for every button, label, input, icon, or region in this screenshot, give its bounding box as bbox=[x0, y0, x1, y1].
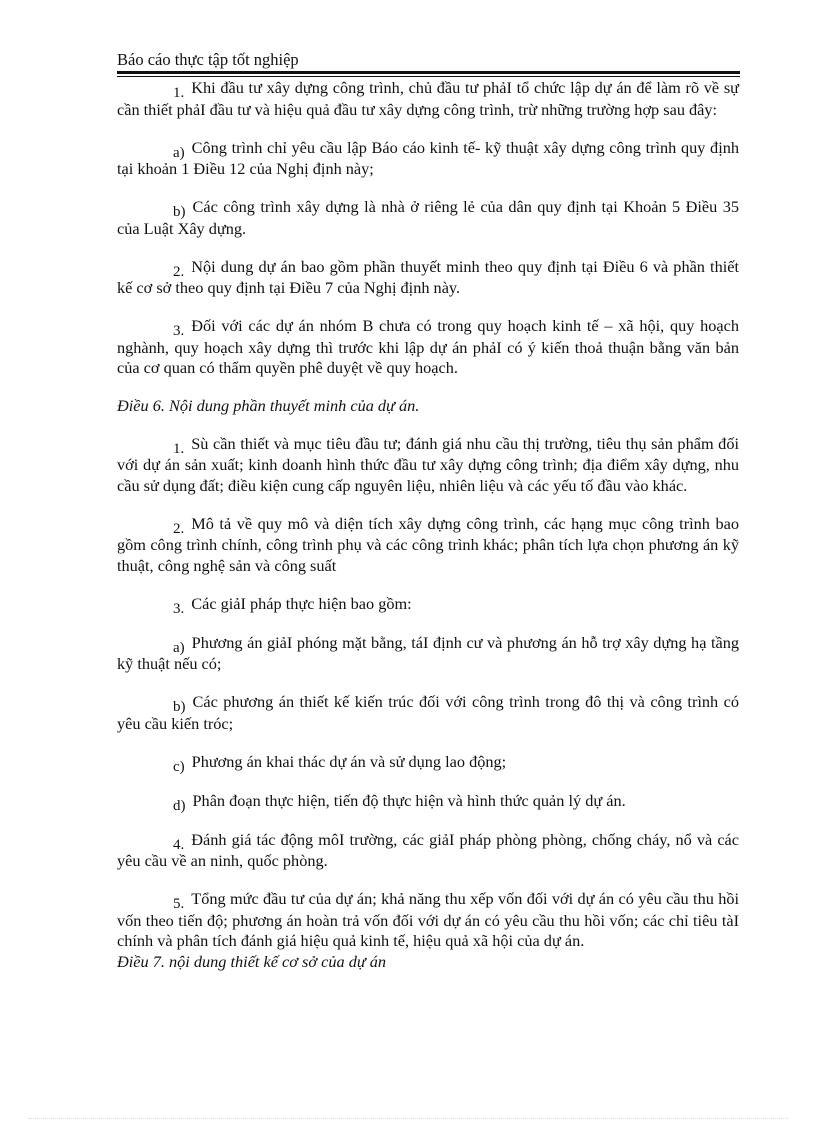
item-marker: c) bbox=[173, 758, 185, 775]
item-marker: 4. bbox=[173, 836, 185, 853]
item-marker: b) bbox=[173, 699, 186, 715]
section-heading-dieu-7: Điều 7. nội dung thiết kế cơ sở của dự án bbox=[117, 951, 387, 971]
list-item bbox=[117, 594, 739, 616]
item-text: Nội dung dự án bao gồm phần thuyết minh theo quy định tại Điều 6 và phần thiết kế cơ sở theo quy định tại Điều 7 của Nghị định này. bbox=[117, 256, 739, 297]
item-marker: a) bbox=[173, 639, 185, 656]
item-marker: 2. bbox=[173, 263, 185, 280]
item-text: Các phương án thiết kế kiến trúc đối với công trình trong đô thị và công trình có yêu cầu kiến tróc; bbox=[117, 692, 739, 733]
item-marker: 2. bbox=[173, 520, 185, 537]
item-text: Mô tả về quy mô và diện tích xây dựng công trình, các hạng mục công trình bao gồm công trình chính, công trình phụ và các công trình khác; phân tích lựa chọn phương án kỹ thuật, công nghệ sản và công suất bbox=[117, 513, 739, 575]
item-text: Phương án khai thác dự án và sử dụng lao động; bbox=[191, 751, 507, 771]
item-marker: b) bbox=[173, 204, 186, 220]
list-item bbox=[117, 692, 739, 734]
item-text: Các công trình xây dựng là nhà ở riêng lẻ của dân quy định tại Khoản 5 Điều 35 của Luật Xây dựng. bbox=[117, 197, 739, 238]
item-marker: 3. bbox=[173, 600, 185, 617]
item-text: Phương án giảI phóng mặt bằng, táI định cư và phương án hỗ trợ xây dựng hạ tầng kỹ thuật nếu có; bbox=[117, 632, 739, 673]
item-marker: 3. bbox=[173, 323, 185, 339]
list-item bbox=[117, 514, 739, 577]
page-header-title: Báo cáo thực tập tốt nghiệp bbox=[117, 50, 299, 69]
header-rule-thick bbox=[117, 71, 740, 74]
list-item bbox=[117, 889, 739, 952]
list-item bbox=[117, 78, 739, 120]
list-item bbox=[117, 316, 739, 379]
list-item bbox=[117, 138, 739, 180]
document-body bbox=[117, 78, 739, 989]
item-text: Các giảI pháp thực hiện bao gồm: bbox=[191, 593, 412, 613]
section-heading-dieu-6: Điều 6. Nội dung phần thuyết minh của dự án. bbox=[117, 396, 420, 415]
item-text: Phân đoạn thực hiện, tiến độ thực hiện và hình thức quản lý dự án. bbox=[192, 790, 626, 810]
item-text: Khi đầu tư xây dựng công trình, chủ đầu tư phảI tổ chức lập dự án để làm rõ về sự cần thiết phảI đầu tư và hiệu quả đầu tư xây dựng công trình, trừ những trường hợp sau đây: bbox=[117, 78, 739, 119]
list-item bbox=[117, 830, 739, 872]
list-item bbox=[117, 434, 739, 497]
item-text: Đánh giá tác động môI trường, các giảI pháp phòng phòng, chống cháy, nổ và các yêu cầu về an ninh, quốc phòng. bbox=[117, 829, 739, 870]
item-marker: d) bbox=[173, 797, 186, 814]
item-marker: 5. bbox=[173, 896, 185, 912]
list-item bbox=[117, 257, 739, 299]
list-item bbox=[117, 791, 739, 813]
list-item bbox=[117, 633, 739, 675]
item-text: Công trình chỉ yêu cầu lập Báo cáo kinh tế- kỹ thuật xây dựng công trình quy định tại khoản 1 Điều 12 của Nghị định này; bbox=[117, 137, 739, 178]
page-bottom-dotted-divider bbox=[28, 1118, 788, 1119]
list-item bbox=[117, 752, 739, 774]
item-text: Đối với các dự án nhóm B chưa có trong quy hoạch kinh tế – xã hội, quy hoạch nghành, quy hoạch xây dựng thì trước khi lập dự án phảI có ý kiến thoả thuận bằng văn bản của cơ quan có thẩm quyền phê duyệt về quy hoạch. bbox=[117, 316, 739, 377]
item-marker: a) bbox=[173, 144, 185, 161]
item-text: Tổng mức đầu tư của dự án; khả năng thu xếp vốn đối với dự án có yêu cầu thu hồi vốn theo tiến độ; phương án hoàn trả vốn đối với dự án có yêu cầu thu hồi vốn; các chỉ tiêu tàI chính và phân tích đánh giá hiệu quả kinh tế, hiệu quả xã hội của dự án. bbox=[117, 889, 739, 950]
header-rule-thin bbox=[117, 76, 740, 77]
list-item bbox=[117, 197, 739, 239]
item-marker: 1. bbox=[173, 440, 185, 457]
item-marker: 1. bbox=[173, 85, 185, 101]
item-text: Sù cần thiết và mục tiêu đầu tư; đánh giá nhu cầu thị trường, tiêu thụ sản phẩm đối với dự án sản xuất; kinh doanh hình thức đầu tư xây dựng công trình; địa điểm xây dựng, nhu cầu sử dụng đất; điều kiện cung cấp nguyên liệu, nhiên liệu và các yếu tố đầu vào khác. bbox=[117, 433, 739, 495]
